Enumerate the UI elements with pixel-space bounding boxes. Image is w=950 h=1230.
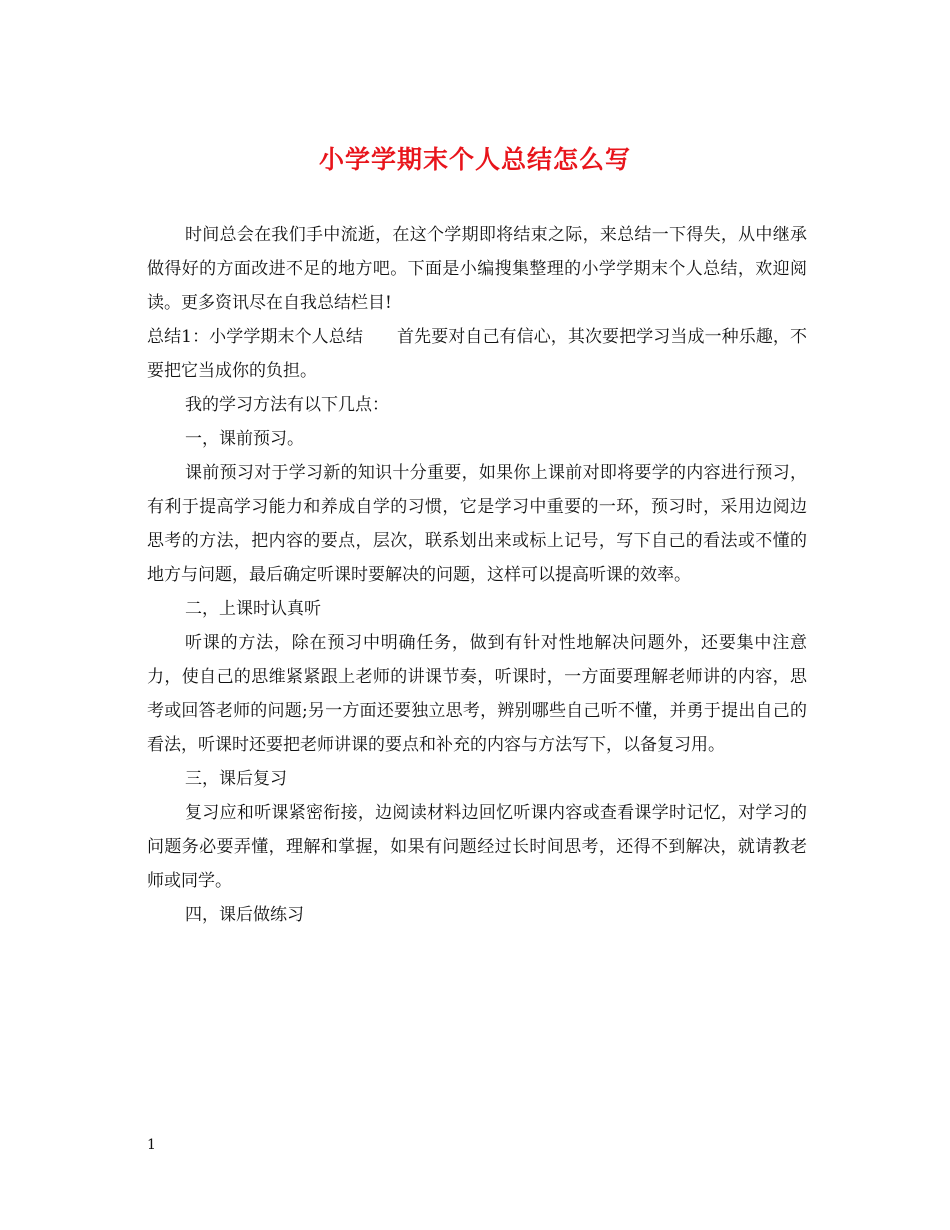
section-2-heading: 二，上课时认真听 <box>185 599 321 619</box>
document-title: 小学学期末个人总结怎么写 <box>318 145 631 174</box>
methods-intro: 我的学习方法有以下几点： <box>185 395 389 415</box>
summary-paragraph <box>147 320 807 388</box>
intro-paragraph: 时间总会在我们手中流逝，在这个学期即将结束之际，来总结一下得失，从中继承做得好的方面改进不足的地方吧。下面是小编搜集整理的小学学期末个人总结，欢迎阅读。更多资讯尽在自我总结栏目! <box>147 225 807 313</box>
section-4-heading: 四，课后做练习 <box>185 905 304 925</box>
section-2-paragraph: 听课的方法，除在预习中明确任务，做到有针对性地解决问题外，还要集中注意力，使自己的思维紧紧跟上老师的讲课节奏，听课时，一方面要理解老师讲的内容，思考或回答老师的问题;另一方面还要独立思考，辨别哪些自己听不懂，并勇于提出自己的看法，听课时还要把老师讲课的要点和补充的内容与方法写下，以备复习用。 <box>147 633 807 755</box>
section-3-heading: 三，课后复习 <box>185 769 287 789</box>
document-body <box>147 218 807 932</box>
section-3-paragraph: 复习应和听课紧密衔接，边阅读材料边回忆听课内容或查看课学时记忆，对学习的问题务必要弄懂，理解和掌握，如果有问题经过长时间思考，还得不到解决，就请教老师或同学。 <box>147 803 807 891</box>
summary-label: 总结1：小学学期末个人总结 <box>147 327 363 347</box>
section-1-heading: 一，课前预习。 <box>185 429 304 449</box>
summary-text: 首先要对自己有信心，其次要把学习当成一种乐趣，不要把它当成你的负担。 <box>147 327 807 381</box>
page-number: 1 <box>147 1137 156 1153</box>
section-1-paragraph: 课前预习对于学习新的知识十分重要，如果你上课前对即将要学的内容进行预习，有利于提高学习能力和养成自学的习惯，它是学习中重要的一环，预习时，采用边阅边思考的方法，把内容的要点，层次，联系划出来或标上记号，写下自己的看法或不懂的地方与问题，最后确定听课时要解决的问题，这样可以提高听课的效率。 <box>147 463 807 585</box>
